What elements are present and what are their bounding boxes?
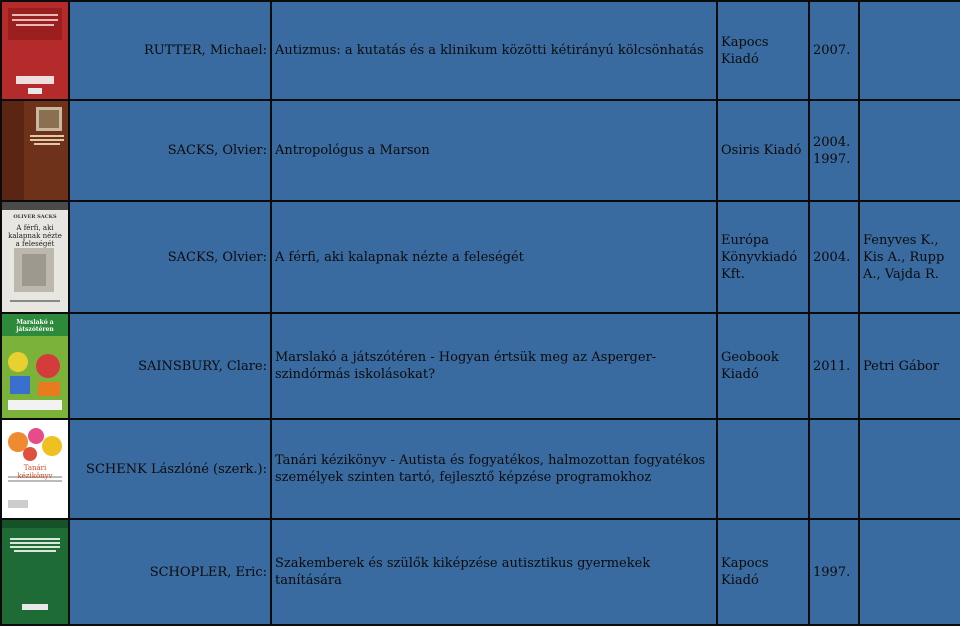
author-cell: SACKS, Olvier: xyxy=(69,100,271,201)
title-cell: A férfi, aki kalapnak nézte a feleségét xyxy=(271,201,717,313)
extra-cell xyxy=(859,419,960,519)
cover-text: Tanári kézikönyv xyxy=(17,464,53,480)
publisher-cell: Geobook Kiadó xyxy=(717,313,809,419)
book-cover-schopler xyxy=(1,519,69,625)
author-cell: SAINSBURY, Clare: xyxy=(69,313,271,419)
cover-text: Marslakó a játszótéren xyxy=(16,319,54,333)
author-cell: SCHENK Lászlóné (szerk.): xyxy=(69,419,271,519)
author-cell: RUTTER, Michael: xyxy=(69,1,271,100)
book-cover-sacks-antropologus xyxy=(1,100,69,201)
title-cell: Antropológus a Marson xyxy=(271,100,717,201)
extra-cell xyxy=(859,100,960,201)
year-cell: 2007. xyxy=(809,1,859,100)
book-cover-marslako xyxy=(1,313,69,419)
year-cell: 2011. xyxy=(809,313,859,419)
cover-text: OLIVER SACKS xyxy=(13,214,57,220)
publisher-cell: Osiris Kiadó xyxy=(717,100,809,201)
book-cover-sacks-ferfi xyxy=(1,201,69,313)
table-row xyxy=(1,201,960,313)
publisher-cell: Kapocs Kiadó xyxy=(717,519,809,625)
year-cell: 2004. 1997. xyxy=(809,100,859,201)
table-row xyxy=(1,419,960,519)
extra-cell xyxy=(859,519,960,625)
table-row xyxy=(1,519,960,625)
publisher-cell xyxy=(717,419,809,519)
cover-text: A férfi, aki kalapnak nézte a feleségét xyxy=(8,224,62,248)
title-cell: Tanári kézikönyv - Autista és fogyatékos, halmozottan fogyatékos személyek szinten tartó, fejlesztő képzése programokhoz xyxy=(271,419,717,519)
title-cell: Autizmus: a kutatás és a klinikum közötti kétirányú kölcsönhatás xyxy=(271,1,717,100)
publisher-cell: Kapocs Kiadó xyxy=(717,1,809,100)
title-cell: Szakemberek és szülők kiképzése autisztikus gyermekek tanítására xyxy=(271,519,717,625)
book-cover-rutter xyxy=(1,1,69,100)
year-cell: 1997. xyxy=(809,519,859,625)
year-cell: 2004. xyxy=(809,201,859,313)
extra-cell: Petri Gábor xyxy=(859,313,960,419)
extra-cell xyxy=(859,1,960,100)
publisher-cell: Európa Könyvkiadó Kft. xyxy=(717,201,809,313)
table-row xyxy=(1,1,960,100)
author-cell: SCHOPLER, Eric: xyxy=(69,519,271,625)
table-row xyxy=(1,100,960,201)
year-cell xyxy=(809,419,859,519)
title-cell: Marslakó a játszótéren - Hogyan értsük meg az Asperger-szindórmás iskolásokat? xyxy=(271,313,717,419)
table-row xyxy=(1,313,960,419)
book-cover-tanari xyxy=(1,419,69,519)
extra-cell: Fenyves K., Kis A., Rupp A., Vajda R. xyxy=(859,201,960,313)
author-cell: SACKS, Olvier: xyxy=(69,201,271,313)
